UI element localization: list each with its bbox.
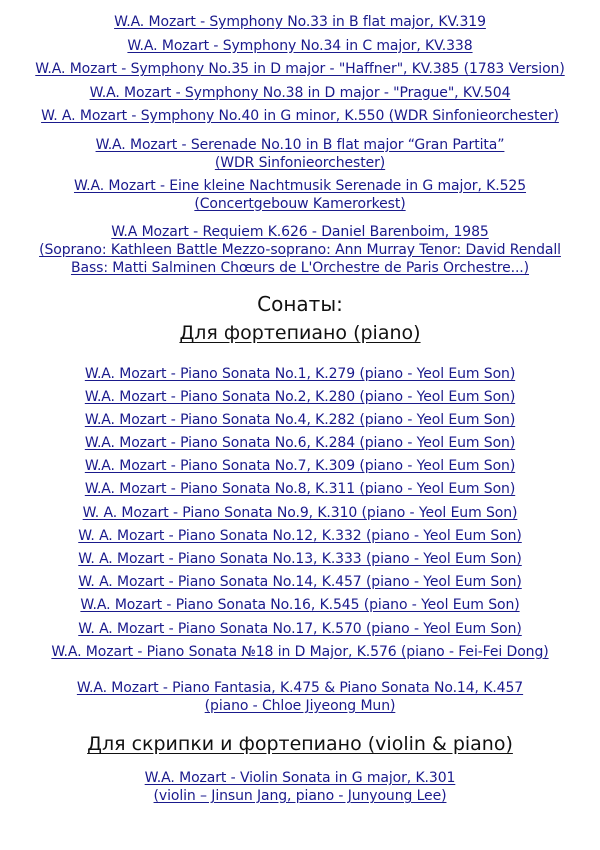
- piano-sonata-list: [0, 363, 600, 664]
- piano-heading: Для фортепиано (piano): [179, 321, 421, 344]
- violin-sonata-link-performers[interactable]: (violin – Jinsun Jang, piano - Junyoung Lee): [153, 787, 447, 804]
- piano-sonata-link[interactable]: W. A. Mozart - Piano Sonata No.12, K.332 (piano - Yeol Eum Son): [78, 527, 522, 544]
- serenade-entry: [0, 136, 600, 172]
- symphony-link[interactable]: W.A. Mozart - Symphony No.34 in C major, KV.338: [127, 37, 473, 54]
- piano-sonata-link[interactable]: W.A. Mozart - Piano Sonata No.1, K.279 (piano - Yeol Eum Son): [84, 365, 516, 382]
- violin-piano-heading: Для скрипки и фортепиано (violin & piano): [87, 732, 513, 755]
- violin-sonata-entry: [0, 769, 600, 805]
- serenade-link[interactable]: W.A. Mozart - Serenade No.10 in B flat major “Gran Partita”: [95, 136, 505, 153]
- requiem-link-cast[interactable]: Bass: Matti Salminen Chœurs de L'Orchestre de Paris Orchestre...): [70, 259, 530, 276]
- serenade-list: [0, 136, 600, 213]
- symphony-link[interactable]: W.A. Mozart - Symphony No.38 in D major - "Prague", KV.504: [89, 84, 511, 101]
- serenade-link[interactable]: W.A. Mozart - Eine kleine Nachtmusik Serenade in G major, K.525: [73, 177, 527, 194]
- fantasia-entry: [0, 679, 600, 715]
- symphony-link[interactable]: W.A. Mozart - Symphony No.33 in B flat major, KV.319: [114, 14, 486, 30]
- piano-sonata-link[interactable]: W.A. Mozart - Piano Sonata No.8, K.311 (piano - Yeol Eum Son): [84, 481, 516, 498]
- symphony-list: [0, 0, 600, 129]
- piano-sonata-link[interactable]: W.A. Mozart - Piano Sonata No.16, K.545 (piano - Yeol Eum Son): [80, 597, 520, 614]
- sonatas-heading: Сонаты:: [257, 291, 343, 316]
- requiem-link[interactable]: W.A Mozart - Requiem K.626 - Daniel Barenboim, 1985: [111, 223, 489, 240]
- violin-sonata-link[interactable]: W.A. Mozart - Violin Sonata in G major, K.301: [144, 769, 456, 786]
- fantasia-link-performer[interactable]: (piano - Chloe Jiyeong Mun): [204, 697, 396, 714]
- fantasia-link[interactable]: W.A. Mozart - Piano Fantasia, K.475 & Piano Sonata No.14, K.457: [76, 679, 524, 696]
- symphony-link[interactable]: W.A. Mozart - Symphony No.35 in D major - "Haffner", KV.385 (1783 Version): [35, 61, 565, 77]
- piano-sonata-link[interactable]: W.A. Mozart - Piano Sonata №18 in D Major, K.576 (piano - Fei-Fei Dong): [51, 643, 549, 660]
- piano-sonata-link[interactable]: W. A. Mozart - Piano Sonata No.13, K.333 (piano - Yeol Eum Son): [78, 551, 522, 567]
- piano-sonata-link[interactable]: W. A. Mozart - Piano Sonata No.9, K.310 (piano - Yeol Eum Son): [82, 504, 518, 521]
- piano-sonata-link[interactable]: W.A. Mozart - Piano Sonata No.7, K.309 (piano - Yeol Eum Son): [84, 458, 516, 475]
- requiem-entry: [0, 223, 600, 277]
- piano-sonata-link[interactable]: W.A. Mozart - Piano Sonata No.6, K.284 (piano - Yeol Eum Son): [84, 435, 516, 452]
- piano-sonata-link[interactable]: W.A. Mozart - Piano Sonata No.2, K.280 (piano - Yeol Eum Son): [84, 388, 516, 405]
- serenade-entry: [0, 177, 600, 213]
- serenade-link-performer[interactable]: (WDR Sinfonieorchester): [214, 154, 386, 171]
- serenade-link-performer[interactable]: (Concertgebouw Kamerorkest): [194, 195, 406, 212]
- piano-sonata-link[interactable]: W.A. Mozart - Piano Sonata No.4, K.282 (piano - Yeol Eum Son): [84, 411, 516, 428]
- piano-sonata-link[interactable]: W. A. Mozart - Piano Sonata No.14, K.457 (piano - Yeol Eum Son): [78, 574, 522, 591]
- piano-sonata-link[interactable]: W. A. Mozart - Piano Sonata No.17, K.570 (piano - Yeol Eum Son): [78, 620, 522, 637]
- symphony-link[interactable]: W. A. Mozart - Symphony No.40 in G minor, K.550 (WDR Sinfonieorchester): [41, 108, 559, 124]
- requiem-link-cast[interactable]: (Soprano: Kathleen Battle Mezzo-soprano: Ann Murray Tenor: David Rendall: [39, 241, 561, 258]
